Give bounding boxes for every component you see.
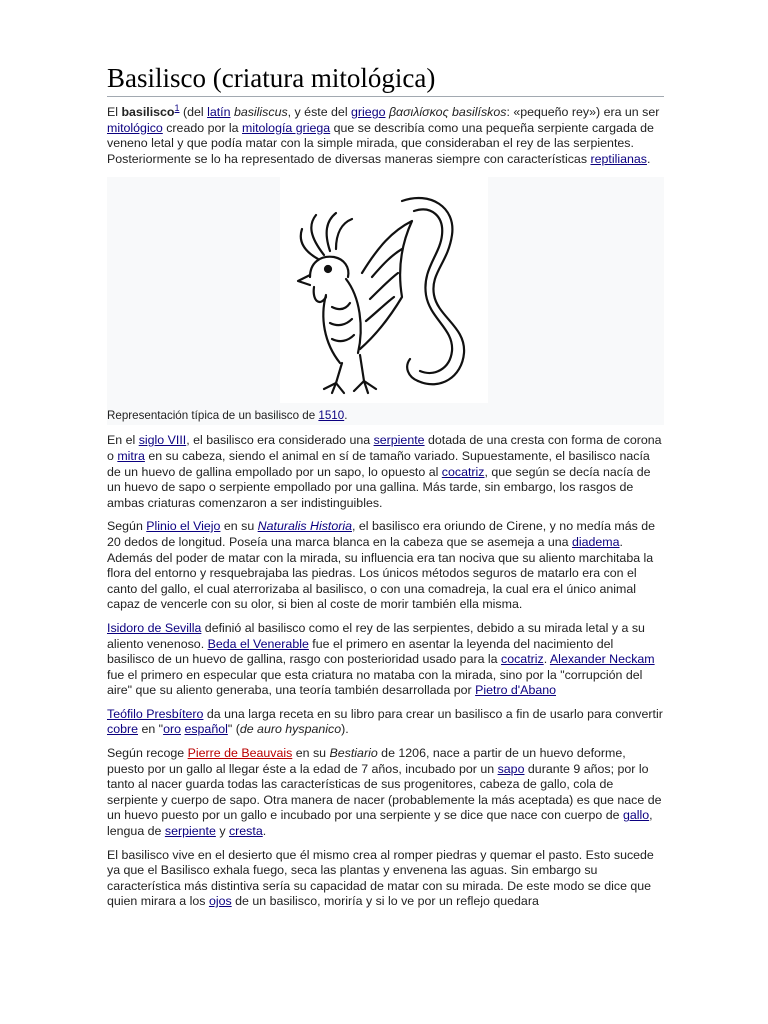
link-isidoro-de-sevilla[interactable]: Isidoro de Sevilla: [107, 620, 202, 635]
text: de un basilisco, moriría y si lo ve por un reflejo quedara: [231, 894, 539, 909]
link-plinio-el-viejo[interactable]: Plinio el Viejo: [146, 519, 221, 534]
link-mitologico[interactable]: mitológico: [107, 120, 163, 135]
text: durante 9 años; por lo tanto al nacer guarda todas las características de sus progenitores, cabeza de gallo, cola de serpiente y cuerpo de sapo. Otra manera de nacer (probablemente la más aceptada) es que nace de un huevo puesto por un gallo e incubado por una serpiente y se dice que nace con cuerpo de: [107, 761, 662, 823]
link-cocatriz-2[interactable]: cocatriz: [501, 652, 544, 667]
text: en su: [292, 746, 330, 761]
text: dotada de una cresta con forma de corona o: [107, 433, 662, 463]
intro-paragraph: [107, 102, 664, 167]
text: en ": [138, 722, 164, 737]
paragraph-plinio: [107, 519, 664, 613]
italic-basiliscus: basiliscus: [233, 105, 288, 119]
link-ojos[interactable]: ojos: [208, 894, 232, 909]
text: .: [262, 824, 267, 839]
redlink-pierre-de-beauvais[interactable]: Pierre de Beauvais: [187, 746, 293, 761]
basilisk-illustration-svg: [280, 177, 488, 403]
link-gallo[interactable]: gallo: [622, 808, 650, 823]
paragraph-isidoro: [107, 621, 664, 699]
link-alexander-neckam[interactable]: Alexander Neckam: [549, 652, 655, 667]
text: definió al basilisco como el rey de las serpientes, debido a su mirada letal y a su aliento venenoso.: [107, 620, 645, 651]
link-espanol[interactable]: español: [184, 722, 228, 737]
link-sapo[interactable]: sapo: [497, 761, 525, 776]
link-griego[interactable]: griego: [351, 105, 386, 119]
link-cresta[interactable]: cresta: [228, 824, 263, 839]
reference-link[interactable]: 1: [174, 102, 180, 113]
link-reptilianas[interactable]: reptilianas: [590, 151, 647, 166]
link-oro[interactable]: oro: [163, 722, 181, 737]
text: , el basilisco era oriundo de Cirene, y no medía más de 20 dedos de longitud. Poseía una marca blanca en la cabeza que se asemeja a una: [107, 519, 656, 549]
text: , lengua de: [107, 808, 653, 839]
text: de 1206, nace a partir de un huevo deforme, puesto por un gallo al llegar éste a la edad de 7 años, incubado por un: [107, 746, 626, 776]
text: .: [543, 652, 550, 667]
text: Según: [107, 519, 147, 534]
link-diadema[interactable]: diadema: [571, 534, 620, 549]
caption-text: Representación típica de un basilisco de: [107, 409, 319, 423]
link-latin[interactable]: latín: [207, 105, 231, 119]
figure-thumbnail: [107, 177, 664, 425]
page-title: Basilisco (criatura mitológica): [107, 60, 664, 97]
text: " (: [227, 722, 240, 737]
text: El: [107, 105, 122, 119]
text: Según recoge: [107, 746, 188, 761]
text: y: [215, 824, 229, 839]
link-serpiente-2[interactable]: serpiente: [164, 824, 216, 839]
caption-text: .: [344, 409, 348, 423]
text: El basilisco vive en el desierto que él mismo crea al romper piedras y quemar el pasto. Esto sucede ya que el Basilisco exhala fuego, seca las plantas y envenena las aguas. Sin embargo su característica más distintiva sería su capacidad de matar con su mirada. De este modo se dice que quien mirara a los: [107, 847, 654, 909]
italic-de-auro-hyspanico: de auro hyspanico: [239, 722, 342, 737]
link-cocatriz[interactable]: cocatriz: [441, 464, 485, 479]
text: . Además del poder de matar con la mirada, su influencia era tan nociva que su aliento marchitaba la flora del entorno y resquebrajaba las piedras. Los únicos métodos seguros de matarlo era con el canto del gallo, el cual aterrorizaba al basilisco, o con una comadreja, la cual era el único animal capaz de vencerle con su olor, si bien al coste de morir también ella misma.: [107, 534, 654, 612]
text: ).: [341, 722, 349, 737]
paragraph-desierto: [107, 848, 664, 910]
text: en su cabeza, siendo el animal en sí de tamaño variado. Supuestamente, el basilisco nacía de un huevo de gallina empollado por un sapo, lo opuesto al: [107, 448, 650, 479]
italic-bestiario: Bestiario: [329, 746, 378, 761]
text: creado por la: [162, 120, 243, 135]
paragraph-pierre: [107, 746, 664, 840]
link-naturalis-historia[interactable]: [258, 519, 352, 533]
link-1510[interactable]: 1510: [318, 409, 345, 423]
link-pietro-dabano[interactable]: Pietro d'Abano: [475, 683, 557, 698]
text: , que según se decía nacía de un huevo de sapo o serpiente empollado por una gallina. Más tarde, sin embargo, los rasgos de ambas criaturas comenzaron a ser indistinguibles.: [107, 464, 651, 510]
italic-greek: βασιλίσκος basilískos: [388, 105, 507, 119]
bold-term: basilisco: [121, 105, 175, 119]
link-beda-el-venerable[interactable]: Beda el Venerable: [207, 636, 309, 651]
text: , y éste del: [287, 105, 352, 119]
text: : «pequeño rey») era un ser: [506, 105, 660, 119]
text: En el: [107, 433, 139, 448]
italic-link-text: Naturalis Historia: [257, 519, 352, 534]
figure-caption: [107, 409, 347, 423]
text: que se describía como una pequeña serpiente cargada de veneno letal y que podía matar con la simple mirada, que consideraban el rey de las serpientes. Posteriormente se lo ha representado de diversas maneras siempre con características: [107, 120, 654, 166]
text: , el basilisco era considerado una: [186, 433, 374, 448]
link-teofilo-presbitero[interactable]: Teófilo Presbítero: [107, 706, 204, 721]
text: fue el primero en especular que esta criatura no mataba con la mirada, sino por la "corrupción del aire" que su aliento generaba, una teoría también desarrollada por: [107, 667, 643, 698]
link-mitra[interactable]: mitra: [117, 448, 145, 463]
link-siglo-viii[interactable]: siglo VIII: [138, 433, 187, 448]
text: da una larga receta en su libro para crear un basilisco a fin de usarlo para convertir: [203, 706, 663, 721]
link-serpiente[interactable]: serpiente: [373, 433, 425, 448]
basilisk-woodcut-illustration[interactable]: [280, 177, 488, 403]
article-content: [107, 60, 664, 918]
text: en su: [220, 519, 258, 534]
text: .: [646, 151, 651, 166]
text: (del: [179, 105, 208, 119]
paragraph-siglo-viii: [107, 433, 664, 511]
link-cobre[interactable]: cobre: [107, 722, 138, 737]
text: fue el primero en asentar la leyenda del nacimiento del basilisco de un huevo de gallina, rasgo con posterioridad usado para la: [107, 636, 614, 667]
link-mitologia-griega[interactable]: mitología griega: [242, 120, 331, 135]
paragraph-teofilo: [107, 707, 664, 738]
